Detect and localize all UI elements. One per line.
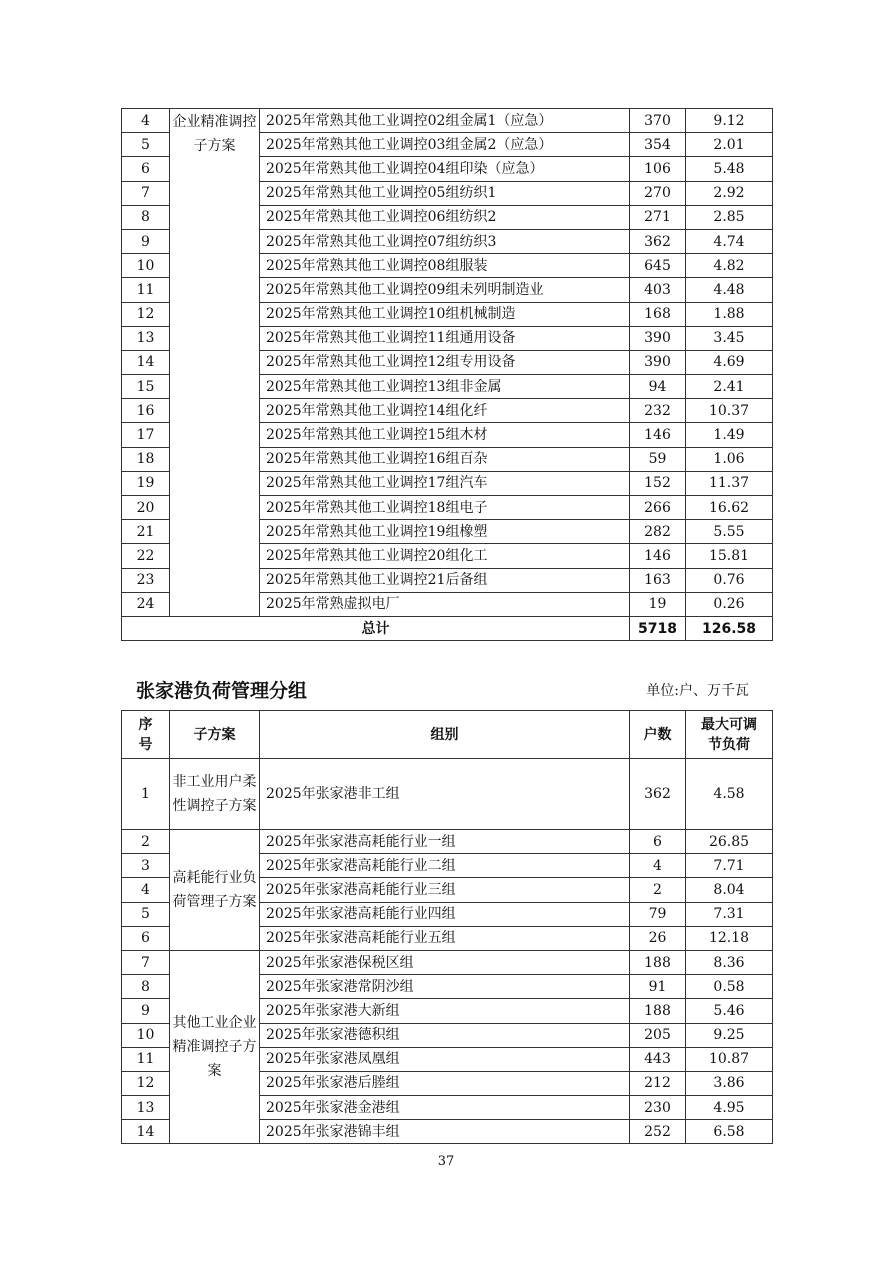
max-load-value: 1.88: [686, 302, 773, 326]
max-load-value: 7.31: [686, 902, 773, 926]
max-load-value: 2.85: [686, 205, 773, 229]
group-name: 2025年张家港常阴沙组: [260, 975, 630, 999]
households-value: 59: [630, 447, 686, 471]
households-value: 230: [630, 1096, 686, 1120]
row-number: 16: [122, 399, 170, 423]
max-load-value: 0.76: [686, 568, 773, 592]
group-name: 2025年张家港后塍组: [260, 1071, 630, 1095]
total-label: 总计: [122, 616, 630, 640]
row-number: 20: [122, 496, 170, 520]
households-value: 205: [630, 1023, 686, 1047]
group-name: 2025年常熟其他工业调控21后备组: [260, 568, 630, 592]
header-max-load: 最大可调节负荷: [686, 711, 773, 759]
row-number: 7: [122, 950, 170, 974]
subplan-cell: 高耗能行业负荷管理子方案: [170, 830, 260, 951]
row-number: 2: [122, 830, 170, 854]
households-value: 146: [630, 423, 686, 447]
row-number: 23: [122, 568, 170, 592]
households-value: 271: [630, 205, 686, 229]
group-name: 2025年常熟其他工业调控18组电子: [260, 496, 630, 520]
households-value: 188: [630, 950, 686, 974]
unit-label: 单位:户、万千瓦: [646, 683, 749, 699]
section-title: 张家港负荷管理分组: [136, 680, 308, 702]
row-number: 5: [122, 902, 170, 926]
max-load-value: 9.25: [686, 1023, 773, 1047]
group-name: 2025年常熟其他工业调控11组通用设备: [260, 326, 630, 350]
group-name: 2025年张家港保税区组: [260, 950, 630, 974]
households-value: 645: [630, 254, 686, 278]
group-name: 2025年常熟其他工业调控09组未列明制造业: [260, 278, 630, 302]
max-load-value: 16.62: [686, 496, 773, 520]
row-number: 18: [122, 447, 170, 471]
households-value: 212: [630, 1071, 686, 1095]
max-load-value: 12.18: [686, 926, 773, 950]
max-load-value: 4.69: [686, 350, 773, 374]
max-load-value: 5.48: [686, 157, 773, 181]
group-name: 2025年常熟其他工业调控15组木材: [260, 423, 630, 447]
row-number: 14: [122, 1120, 170, 1144]
row-number: 10: [122, 254, 170, 278]
group-name: 2025年张家港金港组: [260, 1096, 630, 1120]
row-number: 6: [122, 157, 170, 181]
max-load-value: 4.82: [686, 254, 773, 278]
households-value: 390: [630, 350, 686, 374]
group-name: 2025年常熟其他工业调控20组化工: [260, 544, 630, 568]
households-value: 168: [630, 302, 686, 326]
row-number: 11: [122, 278, 170, 302]
row-number: 10: [122, 1023, 170, 1047]
max-load-value: 4.95: [686, 1096, 773, 1120]
row-number: 12: [122, 1071, 170, 1095]
max-load-value: 4.58: [686, 759, 773, 830]
group-name: 2025年常熟其他工业调控13组非金属: [260, 375, 630, 399]
max-load-value: 6.58: [686, 1120, 773, 1144]
households-value: 94: [630, 375, 686, 399]
row-number: 4: [122, 878, 170, 902]
table-row: [122, 950, 773, 974]
row-number: 11: [122, 1047, 170, 1071]
row-number: 6: [122, 926, 170, 950]
row-number: 7: [122, 181, 170, 205]
max-load-value: 26.85: [686, 830, 773, 854]
group-name: 2025年常熟其他工业调控05组纺织1: [260, 181, 630, 205]
households-value: 282: [630, 520, 686, 544]
subplan-cell: 其他工业企业精准调控子方案: [170, 950, 260, 1144]
max-load-value: 2.01: [686, 133, 773, 157]
group-name: 2025年常熟其他工业调控17组汽车: [260, 471, 630, 495]
households-value: 26: [630, 926, 686, 950]
households-value: 91: [630, 975, 686, 999]
row-number: 13: [122, 1096, 170, 1120]
row-number: 21: [122, 520, 170, 544]
total-max-load: 126.58: [686, 616, 773, 640]
max-load-value: 9.12: [686, 109, 773, 133]
subplan-cell: 非工业用户柔性调控子方案: [170, 759, 260, 830]
max-load-value: 0.26: [686, 592, 773, 616]
total-households: 5718: [630, 616, 686, 640]
row-number: 22: [122, 544, 170, 568]
row-number: 4: [122, 109, 170, 133]
max-load-value: 5.55: [686, 520, 773, 544]
households-value: 403: [630, 278, 686, 302]
subplan-cell: 企业精准调控子方案: [170, 109, 260, 617]
max-load-value: 3.86: [686, 1071, 773, 1095]
group-name: 2025年常熟其他工业调控06组纺织2: [260, 205, 630, 229]
households-value: 6: [630, 830, 686, 854]
group-name: 2025年张家港锦丰组: [260, 1120, 630, 1144]
households-value: 232: [630, 399, 686, 423]
group-name: 2025年张家港高耗能行业三组: [260, 878, 630, 902]
max-load-value: 2.92: [686, 181, 773, 205]
households-value: 152: [630, 471, 686, 495]
group-name: 2025年张家港大新组: [260, 999, 630, 1023]
households-value: 2: [630, 878, 686, 902]
row-number: 8: [122, 975, 170, 999]
households-value: 252: [630, 1120, 686, 1144]
group-name: 2025年常熟其他工业调控04组印染（应急）: [260, 157, 630, 181]
max-load-value: 11.37: [686, 471, 773, 495]
households-value: 266: [630, 496, 686, 520]
row-number: 15: [122, 375, 170, 399]
group-name: 2025年张家港非工组: [260, 759, 630, 830]
group-name: 2025年常熟其他工业调控10组机械制造: [260, 302, 630, 326]
row-number: 17: [122, 423, 170, 447]
group-name: 2025年常熟其他工业调控16组百杂: [260, 447, 630, 471]
table-row: [122, 830, 773, 854]
households-value: 443: [630, 1047, 686, 1071]
table-header-row: [122, 711, 773, 759]
row-number: 12: [122, 302, 170, 326]
group-name: 2025年常熟其他工业调控19组橡塑: [260, 520, 630, 544]
group-name: 2025年常熟虚拟电厂: [260, 592, 630, 616]
group-name: 2025年张家港德积组: [260, 1023, 630, 1047]
header-group: 组别: [260, 711, 630, 759]
households-value: 106: [630, 157, 686, 181]
max-load-value: 3.45: [686, 326, 773, 350]
group-name: 2025年常熟其他工业调控14组化纤: [260, 399, 630, 423]
group-name: 2025年常熟其他工业调控02组金属1（应急）: [260, 109, 630, 133]
table-row: [122, 109, 773, 133]
households-value: 390: [630, 326, 686, 350]
row-number: 14: [122, 350, 170, 374]
households-value: 79: [630, 902, 686, 926]
households-value: 4: [630, 854, 686, 878]
max-load-value: 5.46: [686, 999, 773, 1023]
max-load-value: 8.04: [686, 878, 773, 902]
group-name: 2025年张家港高耗能行业一组: [260, 830, 630, 854]
max-load-value: 2.41: [686, 375, 773, 399]
max-load-value: 4.48: [686, 278, 773, 302]
header-subplan: 子方案: [170, 711, 260, 759]
page-number: 37: [437, 1154, 455, 1169]
max-load-value: 1.49: [686, 423, 773, 447]
row-number: 5: [122, 133, 170, 157]
max-load-value: 10.37: [686, 399, 773, 423]
row-number: 24: [122, 592, 170, 616]
group-name: 2025年常熟其他工业调控12组专用设备: [260, 350, 630, 374]
group-name: 2025年常熟其他工业调控07组纺织3: [260, 229, 630, 253]
households-value: 270: [630, 181, 686, 205]
header-households: 户数: [630, 711, 686, 759]
max-load-value: 7.71: [686, 854, 773, 878]
households-value: 146: [630, 544, 686, 568]
households-value: 163: [630, 568, 686, 592]
row-number: 1: [122, 759, 170, 830]
households-value: 362: [630, 759, 686, 830]
max-load-value: 8.36: [686, 950, 773, 974]
max-load-value: 10.87: [686, 1047, 773, 1071]
row-number: 9: [122, 999, 170, 1023]
group-name: 2025年张家港高耗能行业四组: [260, 902, 630, 926]
households-value: 370: [630, 109, 686, 133]
group-name: 2025年张家港高耗能行业二组: [260, 854, 630, 878]
row-number: 9: [122, 229, 170, 253]
row-number: 13: [122, 326, 170, 350]
max-load-value: 4.74: [686, 229, 773, 253]
zhangjiagang-group-table: [121, 710, 773, 1144]
header-no: 序号: [122, 711, 170, 759]
households-value: 354: [630, 133, 686, 157]
group-name: 2025年常熟其他工业调控03组金属2（应急）: [260, 133, 630, 157]
group-name: 2025年张家港凤凰组: [260, 1047, 630, 1071]
group-name: 2025年张家港高耗能行业五组: [260, 926, 630, 950]
row-number: 19: [122, 471, 170, 495]
row-number: 3: [122, 854, 170, 878]
households-value: 188: [630, 999, 686, 1023]
max-load-value: 1.06: [686, 447, 773, 471]
changshu-group-table: [121, 108, 773, 641]
max-load-value: 0.58: [686, 975, 773, 999]
households-value: 19: [630, 592, 686, 616]
total-row: [122, 616, 773, 640]
row-number: 8: [122, 205, 170, 229]
table-row: [122, 759, 773, 830]
group-name: 2025年常熟其他工业调控08组服装: [260, 254, 630, 278]
max-load-value: 15.81: [686, 544, 773, 568]
households-value: 362: [630, 229, 686, 253]
